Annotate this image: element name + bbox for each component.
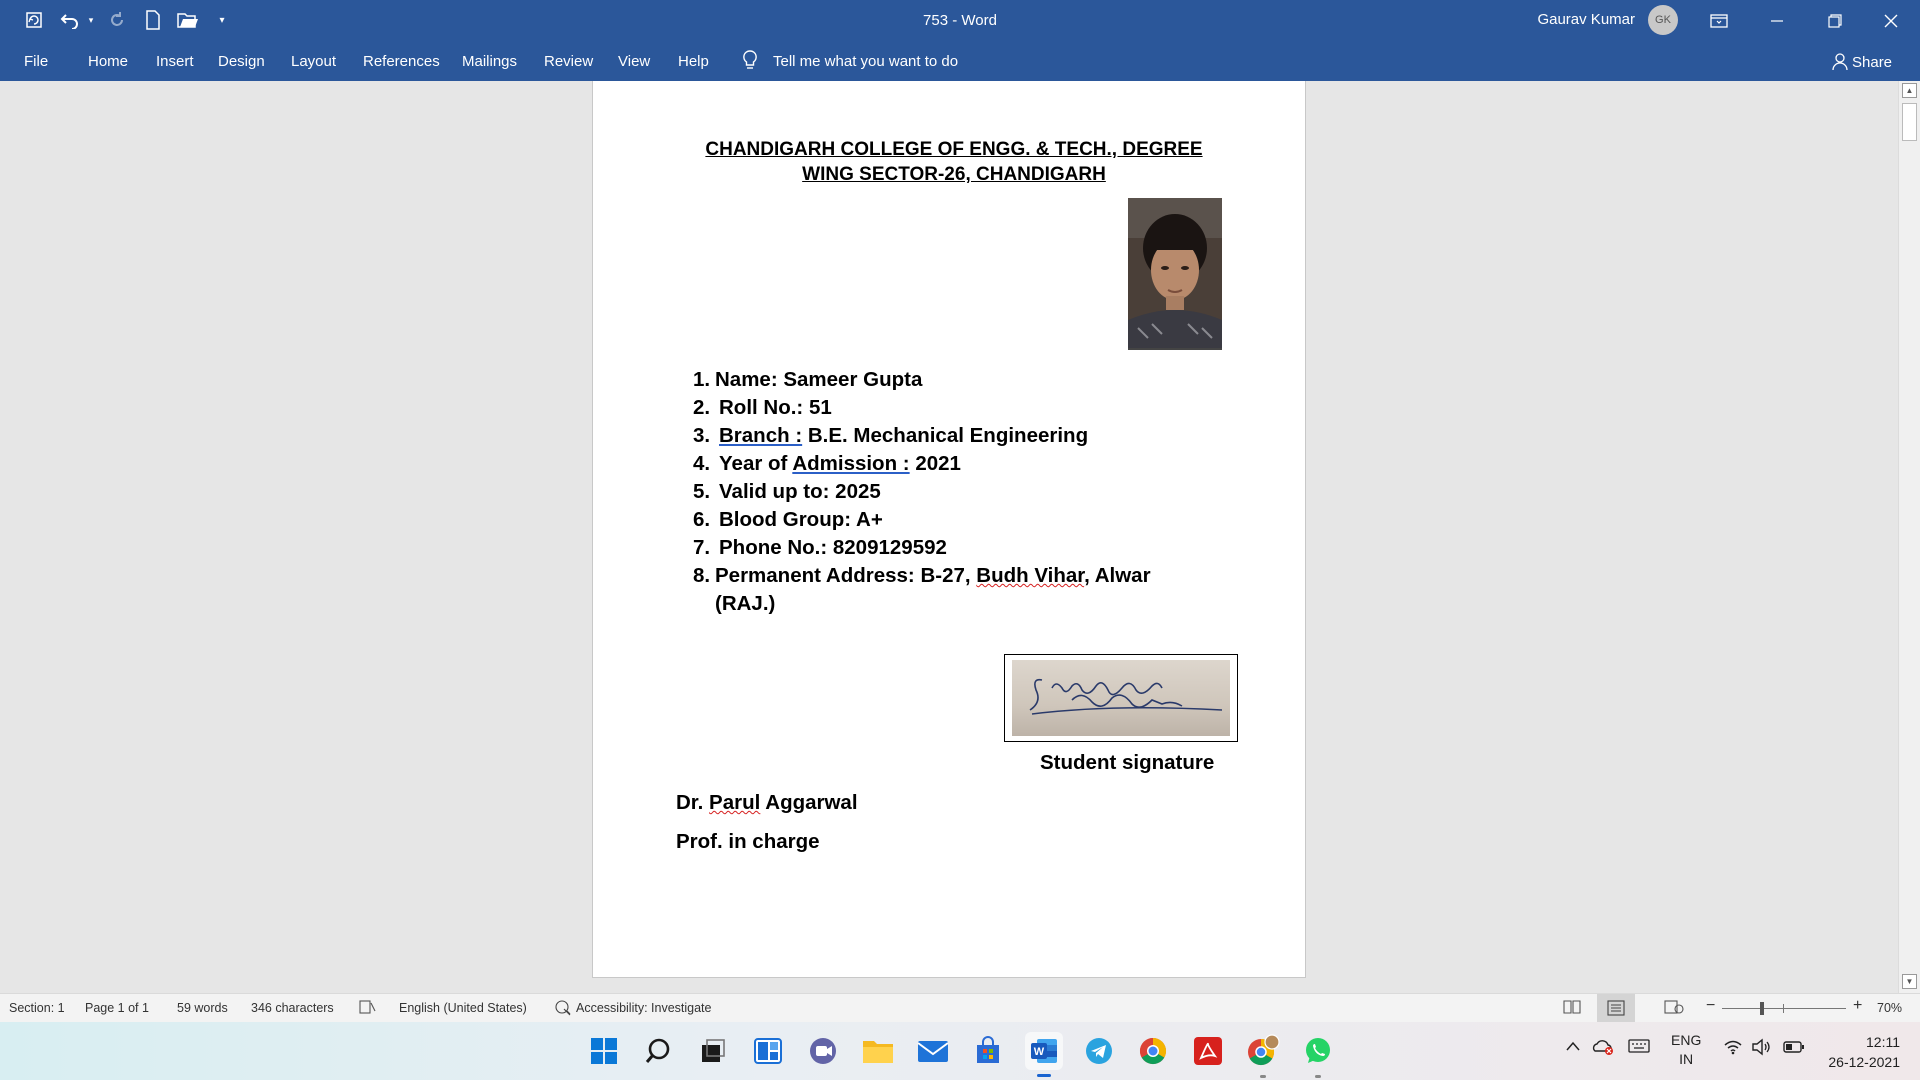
- professor-role: Prof. in charge: [676, 830, 820, 853]
- list-item-text: Name: Sameer Gupta: [715, 368, 923, 391]
- list-item-label: Year of: [719, 452, 793, 475]
- undo-dropdown-icon[interactable]: ▾: [88, 14, 94, 25]
- restore-icon[interactable]: [1806, 0, 1864, 41]
- person-icon: [1832, 53, 1848, 71]
- tab-view[interactable]: View: [618, 53, 651, 70]
- ribbon-display-options-icon[interactable]: [1690, 0, 1748, 41]
- signature-caption: Student signature: [1040, 751, 1215, 774]
- document-page[interactable]: [592, 81, 1306, 978]
- tab-home[interactable]: Home: [88, 53, 129, 70]
- list-item-text: [719, 450, 1253, 478]
- clock[interactable]: [1824, 1032, 1900, 1072]
- zoom-out-icon[interactable]: −: [1706, 997, 1716, 1014]
- show-hidden-icons-icon[interactable]: [1565, 1040, 1581, 1055]
- spelling-flagged-text[interactable]: Parul: [709, 791, 761, 814]
- list-item-text: [719, 422, 1253, 450]
- input-region: IN: [1679, 1051, 1694, 1067]
- list-item-label: Permanent Address: B-27,: [715, 564, 977, 587]
- share-label: Share: [1852, 53, 1893, 71]
- user-name[interactable]: Gaurav Kumar: [1537, 11, 1635, 28]
- share-button[interactable]: [1832, 53, 1892, 71]
- status-word-count[interactable]: 59 words: [177, 1001, 228, 1015]
- tell-me-search[interactable]: Tell me what you want to do: [773, 53, 959, 70]
- store-icon[interactable]: [971, 1034, 1005, 1068]
- professor-title: Dr.: [676, 791, 710, 814]
- list-number: 8.: [693, 564, 711, 587]
- list-item-text: Valid up to: 2025: [719, 480, 881, 503]
- widgets-icon[interactable]: [751, 1034, 785, 1068]
- list-item: [693, 534, 1253, 562]
- tab-layout[interactable]: Layout: [291, 53, 337, 70]
- list-number: 4.: [693, 452, 711, 475]
- list-item-value-continued: (RAJ.): [715, 592, 776, 615]
- zoom-in-icon[interactable]: +: [1853, 997, 1863, 1014]
- proofing-icon[interactable]: [359, 999, 377, 1018]
- minimize-icon[interactable]: [1748, 0, 1806, 41]
- list-item-text: Roll No.: 51: [719, 396, 832, 419]
- grammar-flagged-text[interactable]: Admission :: [792, 452, 910, 475]
- file-explorer-icon[interactable]: [861, 1034, 895, 1068]
- tab-mailings[interactable]: Mailings: [462, 53, 518, 70]
- list-item: [693, 366, 1253, 394]
- college-title-line1: CHANDIGARH COLLEGE OF ENGG. & TECH., DEGREE: [705, 139, 1203, 160]
- close-icon[interactable]: [1862, 0, 1920, 41]
- zoom-slider-thumb[interactable]: [1760, 1002, 1764, 1015]
- tab-design[interactable]: Design: [218, 53, 265, 70]
- web-layout-icon[interactable]: [1664, 999, 1684, 1018]
- keyboard-icon[interactable]: [1628, 1038, 1650, 1057]
- vertical-scrollbar[interactable]: [1898, 81, 1920, 993]
- title-bar: [0, 0, 1920, 41]
- chrome-running-indicator: [1260, 1075, 1266, 1078]
- status-character-count[interactable]: 346 characters: [251, 1001, 334, 1015]
- status-page[interactable]: Page 1 of 1: [85, 1001, 149, 1015]
- whatsapp-running-indicator: [1315, 1075, 1321, 1078]
- avatar[interactable]: GK: [1648, 5, 1678, 35]
- status-section[interactable]: Section: 1: [9, 1001, 65, 1015]
- clock-time: 12:11: [1866, 1034, 1900, 1050]
- list-item: [693, 394, 1253, 422]
- read-mode-icon[interactable]: [1563, 999, 1581, 1018]
- list-number: 1.: [693, 368, 711, 391]
- whatsapp-icon[interactable]: [1301, 1034, 1335, 1068]
- onedrive-icon[interactable]: [1592, 1038, 1614, 1059]
- signature-frame[interactable]: [1004, 654, 1238, 742]
- mail-icon[interactable]: [916, 1034, 950, 1068]
- svg-text:W: W: [1033, 1046, 1045, 1058]
- scroll-thumb[interactable]: [1902, 103, 1917, 141]
- list-item-value: B.E. Mechanical Engineering: [802, 424, 1089, 447]
- customize-qat-icon[interactable]: ▾: [219, 14, 225, 26]
- list-number: 5.: [693, 480, 711, 503]
- list-item: [693, 450, 1253, 478]
- wifi-icon[interactable]: [1723, 1039, 1743, 1058]
- status-language[interactable]: English (United States): [399, 1001, 527, 1015]
- word-active-indicator: [1037, 1074, 1051, 1077]
- status-accessibility[interactable]: Accessibility: Investigate: [576, 1001, 712, 1015]
- input-language-indicator[interactable]: [1671, 1031, 1701, 1069]
- document-canvas[interactable]: [0, 81, 1898, 993]
- lightbulb-icon[interactable]: [742, 50, 758, 77]
- professor-name: [676, 791, 858, 815]
- teams-chat-icon[interactable]: [806, 1034, 840, 1068]
- print-layout-icon[interactable]: [1597, 994, 1635, 1022]
- telegram-icon[interactable]: [1082, 1034, 1116, 1068]
- task-view-icon[interactable]: [696, 1034, 730, 1068]
- list-item-value: , Alwar: [1084, 564, 1151, 587]
- list-item: [693, 562, 1253, 618]
- list-item-text: [715, 562, 1253, 618]
- taskbar: [0, 1022, 1920, 1080]
- scroll-up-icon[interactable]: ▲: [1902, 83, 1917, 98]
- list-number: 3.: [693, 424, 711, 447]
- spelling-flagged-text[interactable]: Budh Vihar: [976, 564, 1085, 587]
- chrome-icon[interactable]: [1136, 1034, 1170, 1068]
- tab-file[interactable]: File: [24, 53, 49, 70]
- document-title: 753 - Word: [923, 12, 997, 29]
- status-bar: [0, 993, 1920, 1022]
- grammar-flagged-text[interactable]: Branch :: [719, 424, 803, 447]
- list-number: 6.: [693, 508, 711, 531]
- list-item-text: Phone No.: 8209129592: [719, 536, 947, 559]
- word-icon[interactable]: [1025, 1032, 1063, 1070]
- tab-help[interactable]: Help: [678, 53, 709, 70]
- accessibility-icon[interactable]: [554, 999, 572, 1020]
- list-number: 2.: [693, 396, 711, 419]
- student-details-list: [693, 366, 1253, 618]
- list-item-value: 2021: [909, 452, 961, 475]
- zoom-slider[interactable]: [1722, 1008, 1846, 1009]
- acrobat-icon[interactable]: [1191, 1034, 1225, 1068]
- signature-image: [1012, 660, 1230, 736]
- zoom-slider-center-mark: [1783, 1004, 1784, 1013]
- chrome-profile-icon[interactable]: [1246, 1034, 1280, 1068]
- battery-icon[interactable]: [1783, 1040, 1805, 1057]
- tab-references[interactable]: References: [363, 53, 440, 70]
- search-icon[interactable]: [641, 1034, 675, 1068]
- list-item-text: Blood Group: A+: [719, 508, 883, 531]
- list-number: 7.: [693, 536, 711, 559]
- clock-date: 26-12-2021: [1828, 1054, 1900, 1070]
- tab-insert[interactable]: Insert: [156, 53, 194, 70]
- input-language: ENG: [1671, 1032, 1702, 1048]
- tab-review[interactable]: Review: [544, 53, 594, 70]
- student-photo[interactable]: [1128, 198, 1222, 350]
- start-icon[interactable]: [587, 1034, 621, 1068]
- college-title: [689, 137, 1219, 187]
- professor-surname: Aggarwal: [760, 791, 858, 814]
- list-item: [693, 422, 1253, 450]
- ribbon-tabs: [0, 41, 1920, 81]
- college-title-line2: WING SECTOR-26, CHANDIGARH: [802, 164, 1106, 185]
- scroll-down-icon[interactable]: ▼: [1902, 974, 1917, 989]
- list-item: [693, 506, 1253, 534]
- volume-icon[interactable]: [1751, 1038, 1771, 1059]
- zoom-level[interactable]: 70%: [1877, 1001, 1903, 1015]
- list-item: [693, 478, 1253, 506]
